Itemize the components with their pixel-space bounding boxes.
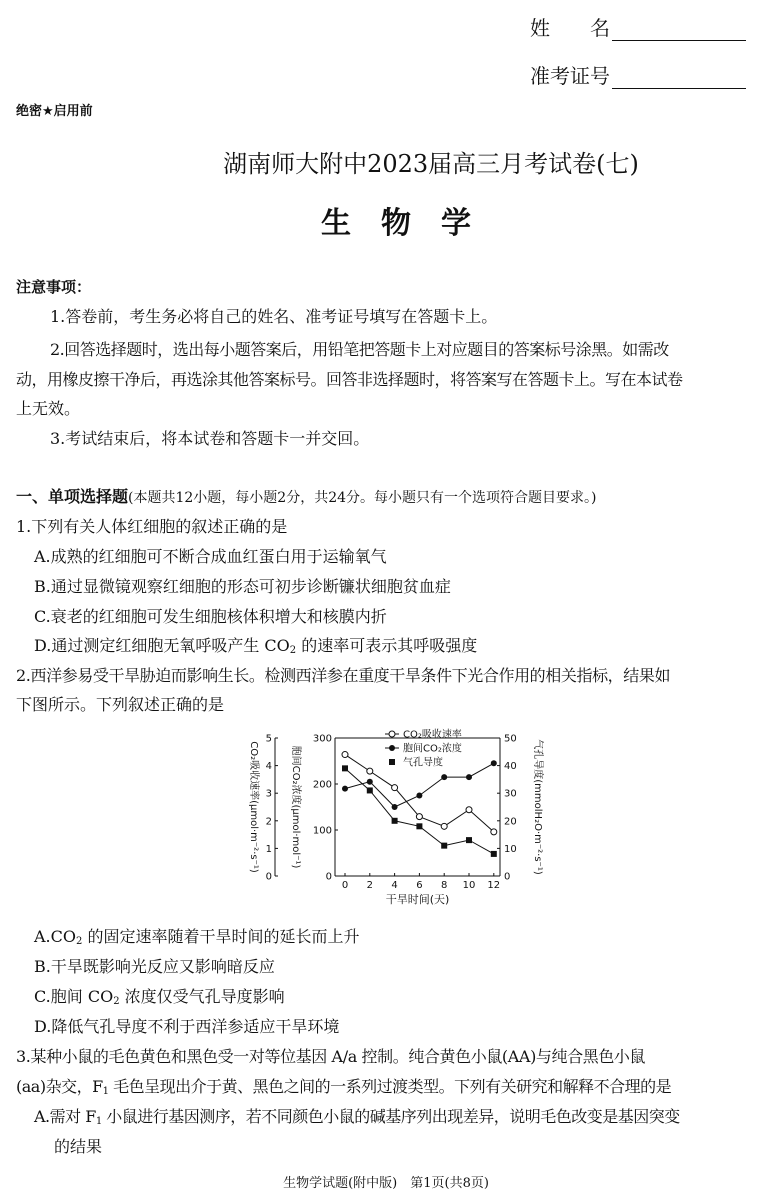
legend-label-0: CO₂吸收速率 <box>403 729 462 741</box>
secret-mark: 绝密★启用前 <box>16 104 93 119</box>
q2-option-d: D.降低气孔导度不利于西洋参适应干旱环境 <box>34 1017 340 1036</box>
x-tick-label: 2 <box>366 880 373 891</box>
legend-marker-0 <box>389 731 395 737</box>
notice-item-2-line3: 上无效。 <box>16 399 81 418</box>
left-axis-1-tick-label: 3 <box>265 788 272 800</box>
exam-title: 湖南师大附中2023届高三月考试卷(七) <box>223 150 639 178</box>
section1-title: 一、单项选择题 <box>16 487 129 506</box>
q3-stem-line2-sub: 1 <box>102 1086 109 1097</box>
notice-item-2-line1: 2.回答选择题时，选出每小题答案后，用铅笔把答题卡上对应题目的答案标号涂黑。如需改 <box>50 340 669 359</box>
name-label: 姓 名 <box>530 16 610 40</box>
right-axis-tick-label: 30 <box>504 788 517 800</box>
left-axis-1-tick-label: 0 <box>265 871 272 883</box>
series-point-1 <box>367 779 373 785</box>
notice-item-2-line2: 动，用橡皮擦干净后，再选涂其他答案标号。回答非选择题时，将答案写在答题卡上。写在本试卷 <box>16 370 683 389</box>
q3-option-a-text: A.需对 F <box>34 1107 96 1126</box>
right-axis-tick-label: 40 <box>504 761 517 773</box>
q2-stem-line2: 下图所示。下列叙述正确的是 <box>16 695 225 714</box>
q2-option-a-text: A.CO <box>34 927 76 946</box>
name-blank[interactable] <box>612 18 746 41</box>
q2-option-c <box>34 986 285 1013</box>
q3-option-a-line2: 的结果 <box>54 1137 103 1156</box>
notice-title: 注意事项： <box>16 278 92 296</box>
q1-stem: 1.下列有关人体红细胞的叙述正确的是 <box>16 517 288 536</box>
x-tick-label: 8 <box>441 880 448 891</box>
q2-option-c-text-2: 浓度仅受气孔导度影响 <box>119 987 285 1006</box>
section1-header <box>16 486 596 509</box>
q2-option-a-text-2: 的固定速率随着干旱时间的延长而上升 <box>82 927 360 946</box>
left-axis-2-tick-label: 100 <box>312 825 332 837</box>
q1-option-d-sub: 2 <box>289 645 297 656</box>
series-point-0 <box>466 807 472 813</box>
series-point-1 <box>441 774 447 780</box>
right-axis-tick-label: 0 <box>504 871 511 883</box>
legend-marker-2 <box>389 759 395 765</box>
x-tick-label: 4 <box>391 880 398 891</box>
id-field[interactable] <box>530 60 746 89</box>
right-axis-tick-label: 50 <box>504 733 517 745</box>
series-point-0 <box>491 829 497 835</box>
q3-stem-line2-text-2: 毛色呈现出介于黄、黑色之间的一系列过渡类型。下列有关研究和解释不合理的是 <box>108 1077 672 1096</box>
left-axis-1-tick-label: 5 <box>265 733 272 745</box>
q3-stem-line1: 3.某种小鼠的毛色黄色和黑色受一对等位基因 A/a 控制。纯合黄色小鼠(AA)与纯合黑色小鼠 <box>16 1047 646 1066</box>
id-blank[interactable] <box>612 66 746 89</box>
legend-label-2: 气孔导度 <box>403 757 443 769</box>
q1-option-a: A.成熟的红细胞可不断合成血红蛋白用于运输氧气 <box>34 547 387 566</box>
x-tick-label: 10 <box>462 880 476 891</box>
page-footer: 生物学试题(附中版) 第1页(共8页) <box>283 1176 489 1191</box>
q3-stem-line2-text: (aa)杂交，F <box>16 1077 103 1096</box>
q2-option-c-sub: 2 <box>113 996 120 1007</box>
q3-option-a-text-2: 小鼠进行基因测序，若不同颜色小鼠的碱基序列出现差异，说明毛色改变是基因突变 <box>101 1107 680 1126</box>
q3-option-a-sub: 1 <box>95 1116 102 1127</box>
q2-option-b: B.干旱既影响光反应又影响暗反应 <box>34 957 275 976</box>
legend-marker-1 <box>389 745 395 751</box>
q1-option-d-text-2: 的速率可表示其呼吸强度 <box>296 636 478 655</box>
q3-stem-line2 <box>16 1076 671 1103</box>
series-point-1 <box>342 786 348 792</box>
series-point-2 <box>466 837 472 843</box>
left-axis-2-tick-label: 0 <box>325 871 332 883</box>
q1-option-d <box>34 635 477 662</box>
right-axis-title: 气孔导度(mmolH₂O·m⁻²·s⁻¹) <box>532 739 543 875</box>
series-point-2 <box>342 765 348 771</box>
series-point-2 <box>392 818 398 824</box>
left-axis-2-tick-label: 300 <box>312 733 332 745</box>
left-axis-1-tick-label: 1 <box>265 843 272 855</box>
x-tick-label: 6 <box>416 880 423 891</box>
q2-option-a <box>34 926 359 953</box>
series-point-1 <box>416 793 422 799</box>
series-point-0 <box>441 823 447 829</box>
right-axis-tick-label: 20 <box>504 816 517 828</box>
notice-item-1: 1.答卷前，考生务必将自己的姓名、准考证号填写在答题卡上。 <box>50 307 498 326</box>
left-axis-1-tick-label: 2 <box>265 816 272 828</box>
series-point-2 <box>441 843 447 849</box>
series-point-0 <box>416 814 422 820</box>
q2-option-c-text: C.胞间 CO <box>34 987 114 1006</box>
q1-option-c: C.衰老的红细胞可发生细胞核体积增大和核膜内折 <box>34 607 387 626</box>
q1-option-d-text: D.通过测定红细胞无氧呼吸产生 CO <box>34 636 290 655</box>
notice-item-3: 3.考试结束后，将本试卷和答题卡一并交回。 <box>50 429 370 448</box>
series-point-2 <box>416 823 422 829</box>
section1-note: (本题共12小题，每小题2分，共24分。每小题只有一个选项符合题目要求。) <box>128 490 597 506</box>
left-axis-1-tick-label: 4 <box>265 761 272 773</box>
x-tick-label: 0 <box>341 880 349 891</box>
left-axis-1-title: CO₂吸收速率(μmol·m⁻²·s⁻¹) <box>248 741 259 873</box>
x-tick-label: 12 <box>487 880 501 891</box>
x-axis-title: 干旱时间(天) <box>385 893 450 906</box>
right-axis-tick-label: 10 <box>504 843 517 855</box>
q3-option-a-line1 <box>34 1106 680 1133</box>
series-point-0 <box>342 752 348 758</box>
legend-label-1: 胞间CO₂浓度 <box>403 743 462 755</box>
q2-option-a-sub: 2 <box>76 936 83 947</box>
series-point-0 <box>392 785 398 791</box>
left-axis-2-title: 胞间CO₂浓度(μmol·mol⁻¹) <box>290 745 301 869</box>
left-axis-2-tick-label: 200 <box>312 779 332 791</box>
series-point-1 <box>466 774 472 780</box>
series-point-0 <box>367 768 373 774</box>
series-point-2 <box>367 787 373 793</box>
subject-title: 生 物 学 <box>321 206 471 241</box>
q2-chart <box>245 726 545 916</box>
name-field[interactable] <box>530 12 746 41</box>
q1-option-b: B.通过显微镜观察红细胞的形态可初步诊断镰状细胞贫血症 <box>34 577 451 596</box>
series-point-1 <box>491 760 497 766</box>
series-point-1 <box>392 804 398 810</box>
q2-stem-line1: 2.西洋参易受干旱胁迫而影响生长。检测西洋参在重度干旱条件下光合作用的相关指标，结果如 <box>16 666 671 685</box>
series-point-2 <box>491 851 497 857</box>
id-label: 准考证号 <box>530 64 610 88</box>
